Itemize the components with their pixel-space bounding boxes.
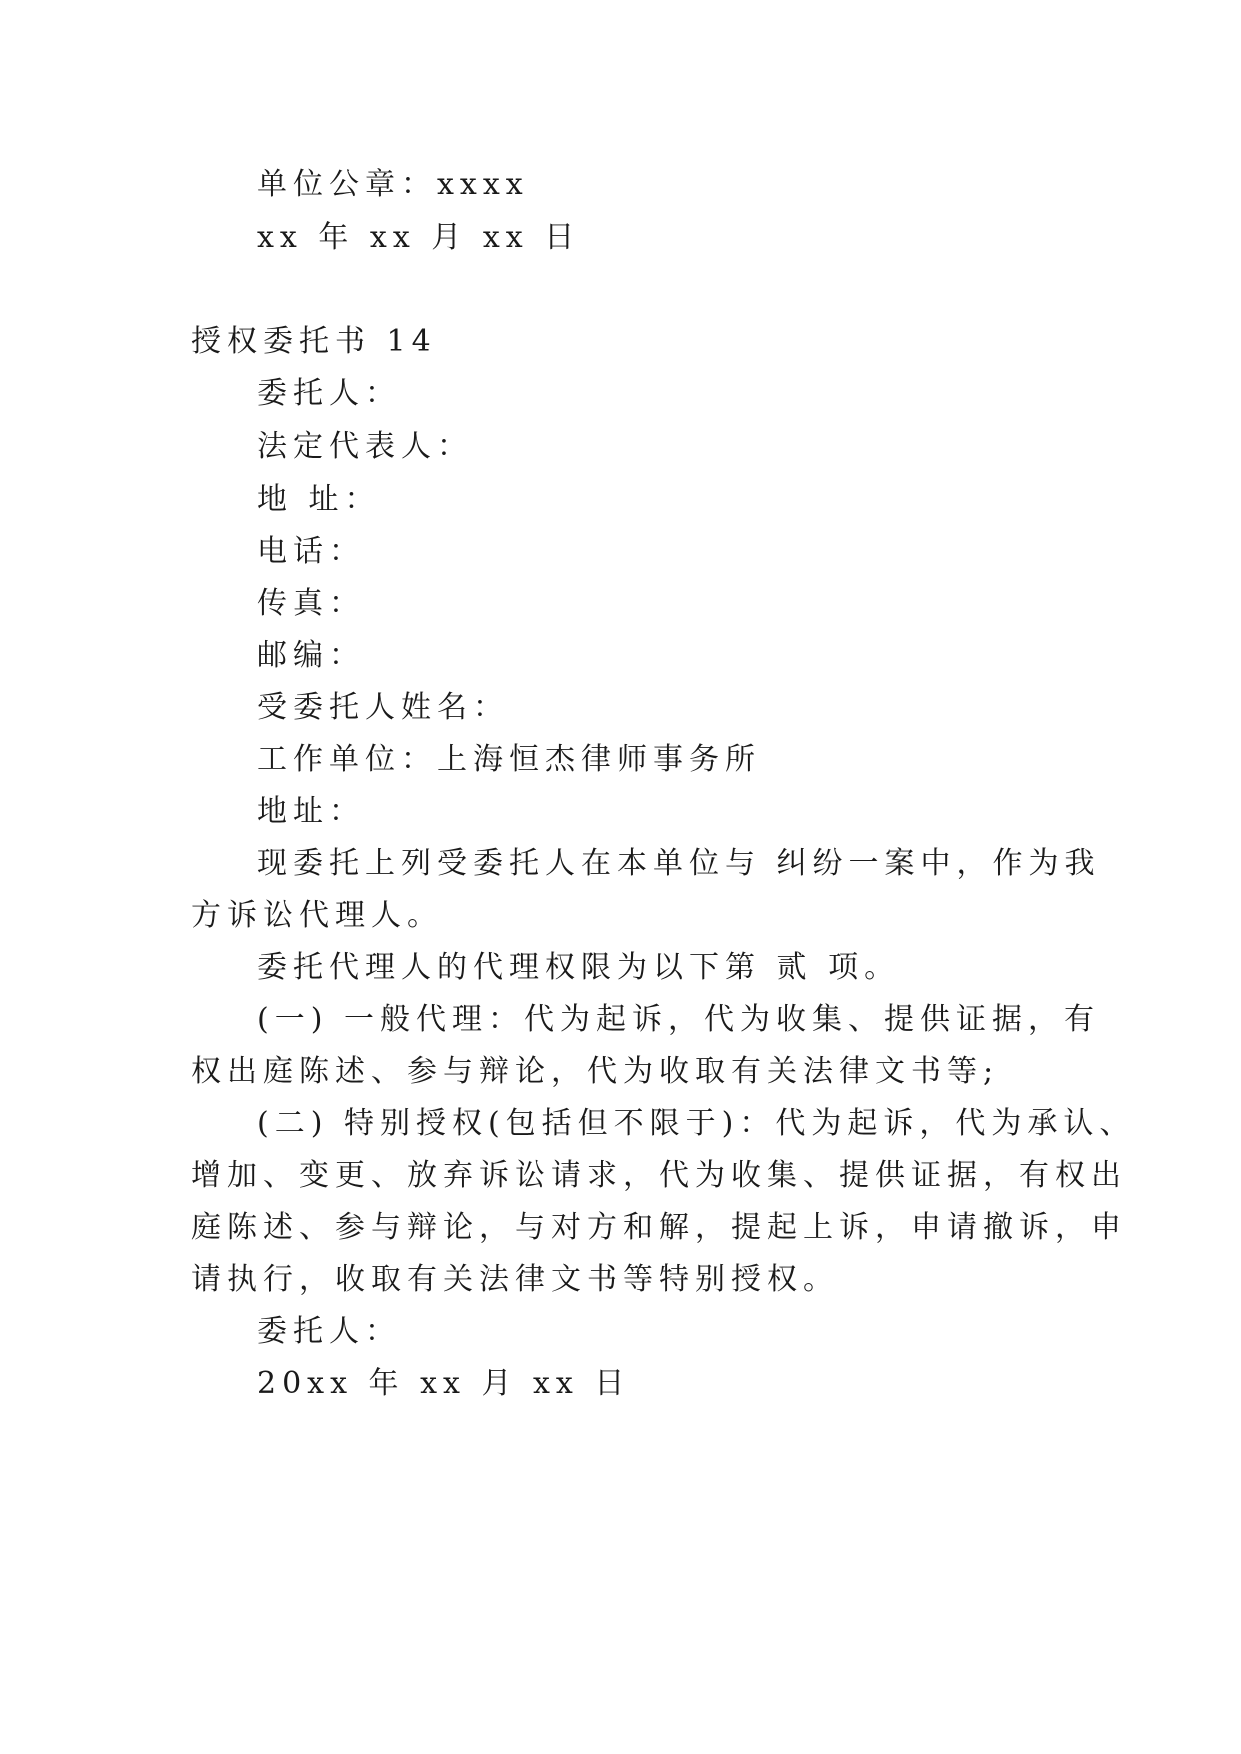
general-agency-line-1: (一) 一般代理：代为起诉，代为收集、提供证据，有 xyxy=(257,1002,1100,1037)
signature-date: 20xx 年 xx 月 xx 日 xyxy=(257,1366,631,1401)
phone-field: 电话： xyxy=(257,534,365,569)
special-authorization-line-1: (二) 特别授权(包括但不限于)：代为起诉，代为承认、 xyxy=(257,1106,1136,1141)
previous-date-line: xx 年 xx 月 xx 日 xyxy=(257,220,581,255)
agent-address-field: 地址： xyxy=(257,794,365,829)
fax-field: 传真： xyxy=(257,586,365,621)
agent-employer-field: 工作单位：上海恒杰律师事务所 xyxy=(257,742,761,777)
special-authorization-line-2: 增加、变更、放弃诉讼请求，代为收集、提供证据，有权出 xyxy=(191,1158,1127,1193)
special-authorization-line-3: 庭陈述、参与辩论，与对方和解，提起上诉，申请撤诉，申 xyxy=(191,1210,1127,1245)
scope-paragraph: 委托代理人的代理权限为以下第 贰 项。 xyxy=(257,950,901,985)
special-authorization-line-4: 请执行，收取有关法律文书等特别授权。 xyxy=(191,1262,839,1297)
document-title: 授权委托书 14 xyxy=(191,324,437,359)
principal-field: 委托人： xyxy=(257,376,401,411)
signature-principal: 委托人： xyxy=(257,1314,401,1349)
agent-name-field: 受委托人姓名： xyxy=(257,690,509,725)
general-agency-line-2: 权出庭陈述、参与辩论，代为收取有关法律文书等; xyxy=(191,1054,1000,1089)
legal-rep-field: 法定代表人： xyxy=(257,429,473,464)
company-seal-line: 单位公章：xxxx xyxy=(257,167,529,202)
postcode-field: 邮编： xyxy=(257,638,365,673)
entrust-paragraph-line-2: 方诉讼代理人。 xyxy=(191,898,443,933)
address-field: 地 址： xyxy=(257,482,381,517)
entrust-paragraph-line-1: 现委托上列受委托人在本单位与 纠纷一案中，作为我 xyxy=(257,846,1101,881)
